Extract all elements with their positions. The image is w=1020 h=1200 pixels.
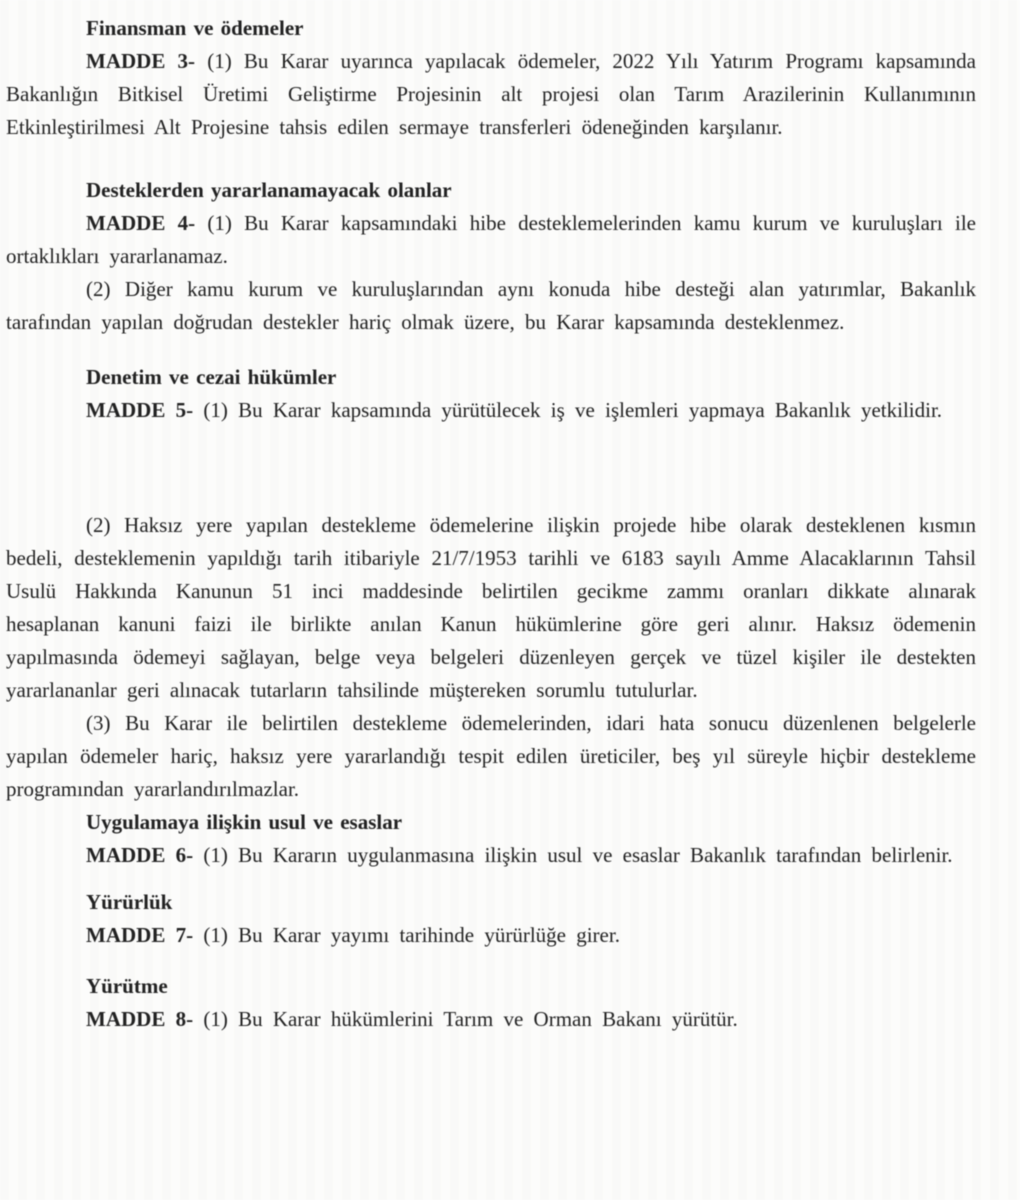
section-destekler [6, 174, 976, 339]
paragraph-text: (1) Bu Karar hükümlerini Tarım ve Orman Bakanı yürütür. [193, 1007, 738, 1031]
paragraph-text: (1) Bu Karar uyarınca yapılacak ödemeler, 2022 Yılı Yatırım Programı kapsamında Bakanlığın Bitkisel Üretimi Geliştirme Projesinin alt projesi olan Tarım Arazilerinin Kullanımının Etkinleştirilmesi Alt Projesine tahsis edilen sermaye transferleri ödeneğinden karşılanır. [6, 49, 976, 139]
section-heading: Denetim ve cezai hükümler [86, 365, 337, 389]
section-denetim [6, 361, 976, 427]
section-heading: Yürürlük [86, 890, 173, 914]
section-yururluk [6, 886, 976, 952]
paragraph [6, 839, 976, 872]
paragraph-text: (1) Bu Karar yayımı tarihinde yürürlüğe girer. [193, 923, 620, 947]
section-finansman [6, 12, 976, 144]
section-uygulama [6, 806, 976, 872]
paragraph [6, 707, 976, 806]
paragraph-text: (3) Bu Karar ile belirtilen destekleme ödemelerinden, idari hata sonucu düzenlenen belgelerle yapılan ödemeler hariç, haksız yere yararlandığı tespit edilen üreticiler, beş yıl süreyle hiçbir destekleme programından yararlandırılmazlar. [6, 711, 976, 801]
paragraph-text: (2) Diğer kamu kurum ve kuruluşlarından aynı konuda hibe desteği alan yatırımlar, Bakanlık tarafından yapılan doğrudan destekler hariç olmak üzere, bu Karar kapsamında desteklenmez. [6, 277, 976, 334]
section-yurutme [6, 970, 976, 1036]
madde-label: MADDE 7- [86, 923, 194, 947]
section-heading: Yürütme [86, 974, 168, 998]
paragraph-text: (2) Haksız yere yapılan destekleme ödemelerine ilişkin projede hibe olarak desteklenen kısmın bedeli, desteklemenin yapıldığı tarih itibariyle 21/7/1953 tarihli ve 6183 sayılı Amme Alacaklarının Tahsil Usulü Hakkında Kanunun 51 inci maddesinde belirtilen gecikme zammı oranları dikkate alınarak hesaplanan kanuni faizi ile birlikte anılan Kanun hükümlerine göre geri alınır. Haksız ödemenin yapılmasında ödemeyi sağlayan, belge veya belgeleri düzenleyen gerçek ve tüzel kişiler ile destekten yararlananlar geri alınacak tutarların tahsilinde müştereken sorumlu tutulurlar. [6, 513, 976, 702]
section-denetim-devam [6, 509, 976, 806]
madde-label: MADDE 3- [86, 49, 196, 73]
section-heading: Finansman ve ödemeler [86, 16, 304, 40]
madde-label: MADDE 5- [86, 398, 194, 422]
paragraph [6, 45, 976, 144]
madde-label: MADDE 6- [86, 843, 194, 867]
section-heading: Desteklerden yararlanamayacak olanlar [86, 178, 452, 202]
paragraph-text: (1) Bu Karar kapsamında yürütülecek iş ve işlemleri yapmaya Bakanlık yetkilidir. [193, 398, 943, 422]
paragraph [6, 207, 976, 273]
paragraph-text: (1) Bu Karar kapsamındaki hibe desteklemelerinden kamu kurum ve kuruluşları ile ortaklıkları yararlanamaz. [6, 211, 976, 268]
paragraph [6, 273, 976, 339]
paragraph [6, 394, 976, 427]
madde-label: MADDE 8- [86, 1007, 194, 1031]
paragraph [6, 919, 976, 952]
madde-label: MADDE 4- [86, 211, 196, 235]
paragraph [6, 509, 976, 707]
section-heading: Uygulamaya ilişkin usul ve esaslar [86, 810, 403, 834]
paragraph [6, 1003, 976, 1036]
paragraph-text: (1) Bu Kararın uygulanmasına ilişkin usul ve esaslar Bakanlık tarafından belirlenir. [193, 843, 953, 867]
